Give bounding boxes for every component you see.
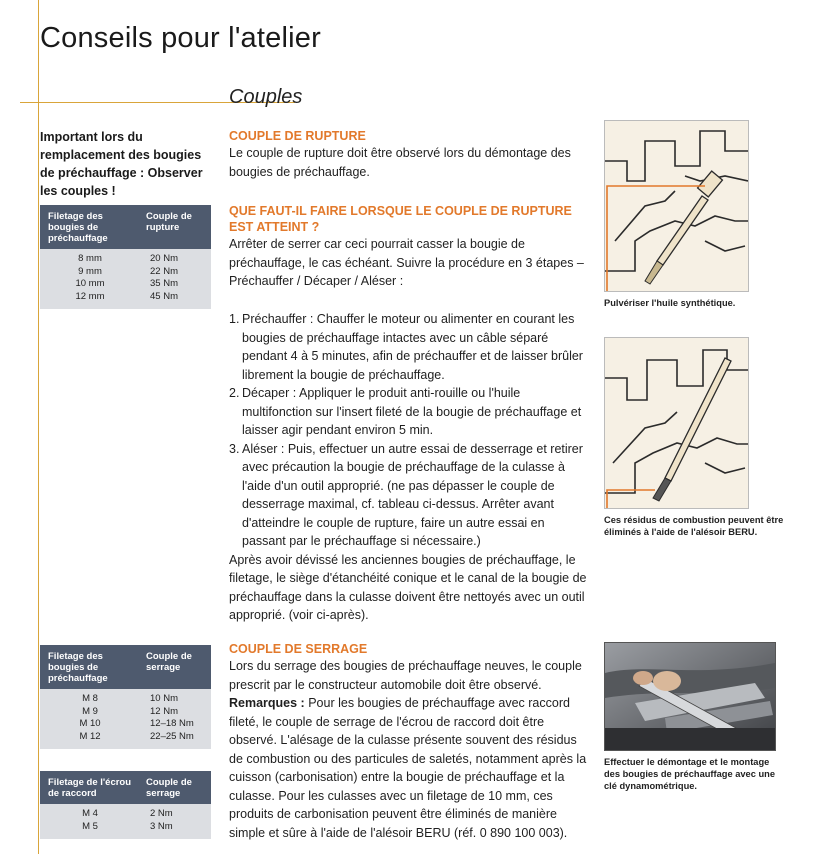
serrage-text: Lors du serrage des bougies de préchauffage neuves, le couple prescrit par le constructeur automobile doit être observé. <box>229 659 582 692</box>
side-note: Important lors du remplacement des bougies de préchauffage : Observer les couples ! <box>40 130 203 198</box>
table-cell: 3 Nm <box>150 820 173 832</box>
table-cell: 8 mm <box>78 253 102 264</box>
step-number: 1. <box>229 312 240 326</box>
table-cell: 20 Nm <box>150 253 178 264</box>
serrage-heading: COUPLE DE SERRAGE <box>229 642 368 656</box>
step-text: Aléser : Puis, effectuer un autre essai de desserrage et retirer avec précaution la bougie de préchauffage de la culasse à l'aide d'un outil approprié. (ne pas dépasser le couple de desserrage maximal, cf. tableau ci-dessus. Arrêter avant d'atteindre le couple de rupture, faire un autre essai en passant par le préchauffage si nécessaire.) <box>242 441 583 548</box>
table-header <box>40 771 211 804</box>
after-steps-text: Après avoir dévissé les anciennes bougies de préchauffage, le filetage, le siège d'étanchéité conique et le canal de la bougie de préchauffage dans la culasse doivent être nettoyés avec un outil approprié. (voir ci-après). <box>229 552 587 622</box>
column-header: Couple de rupture <box>146 211 192 233</box>
list-item <box>229 310 589 384</box>
table-row <box>40 253 211 266</box>
step-number: 3. <box>229 441 240 456</box>
table-row <box>40 278 211 291</box>
table-cell: M 8 <box>82 693 98 704</box>
tightening-torque-table <box>40 645 211 749</box>
figure-caption: Effectuer le démontage et le montage des bougies de préchauffage avec une clé dynamométrique. <box>604 757 776 791</box>
table-cell: 10 Nm <box>150 693 178 704</box>
question-section <box>229 203 589 291</box>
table-cell: M 5 <box>82 820 98 832</box>
nut-torque-table <box>40 771 211 839</box>
rupture-heading: COUPLE DE RUPTURE <box>229 129 366 143</box>
column-header: Filetage des bougies de préchauffage <box>48 211 108 244</box>
table-cell: 9 mm <box>78 265 102 277</box>
table-cell: M 10 <box>79 718 101 729</box>
section-title: Couples <box>229 86 303 108</box>
rupture-section <box>229 128 589 181</box>
glow-plug-diagram-icon <box>604 120 749 292</box>
list-item <box>229 440 589 551</box>
table-cell: 22–25 Nm <box>150 730 194 742</box>
table-header <box>40 205 211 249</box>
remarks-label: Remarques : <box>229 696 305 710</box>
table-row <box>40 731 211 744</box>
figure-caption: Ces résidus de combustion peuvent être éliminés à l'aide de l'alésoir BERU. <box>604 515 784 537</box>
table-row <box>40 808 211 821</box>
rupture-torque-table <box>40 205 211 309</box>
table-row <box>40 706 211 719</box>
table-cell: 12 mm <box>75 290 105 302</box>
table-cell: 22 Nm <box>150 265 178 277</box>
table-cell: 12 Nm <box>150 705 178 717</box>
figure-caption: Pulvériser l'huile synthétique. <box>604 298 736 308</box>
page-title: Conseils pour l'atelier <box>40 22 321 54</box>
torque-wrench-photo-icon <box>604 642 776 751</box>
table-header <box>40 645 211 689</box>
table-row <box>40 693 211 706</box>
column-header: Couple de serrage <box>146 777 192 799</box>
table-cell: M 9 <box>82 705 98 717</box>
question-text: Arrêter de serrer car ceci pourrait casser la bougie de préchauffage, le cas échéant. Suivre la procédure en 3 étapes – Préchauffer / Décaper / Aléser : <box>229 237 584 288</box>
table-cell: M 4 <box>82 808 98 819</box>
table-cell: 12–18 Nm <box>150 718 194 729</box>
serrage-section <box>229 641 589 842</box>
left-margin-rule <box>38 0 39 854</box>
table-row <box>40 821 211 834</box>
reamer-diagram-icon <box>604 337 749 509</box>
column-header: Filetage de l'écrou de raccord <box>48 777 132 799</box>
table-cell: M 12 <box>79 730 101 742</box>
list-item <box>229 384 589 440</box>
table-cell: 45 Nm <box>150 290 178 302</box>
table-row <box>40 266 211 279</box>
table-cell: 10 mm <box>75 278 105 289</box>
column-header: Filetage des bougies de préchauffage <box>48 651 108 684</box>
remarks-paragraph <box>229 694 589 842</box>
table-row <box>40 718 211 731</box>
step-text: Décaper : Appliquer le produit anti-rouille ou l'huile multifonction sur l'insert fileté de la bougie de préchauffage et laisser agir pendant environ 5 min. <box>242 386 582 437</box>
rupture-text: Le couple de rupture doit être observé lors du démontage des bougies de préchauffage. <box>229 146 571 179</box>
remarks-text: Pour les bougies de préchauffage avec raccord fileté, le couple de serrage de l'écrou de raccord doit être observé. L'alésage de la culasse présente souvent des résidus de combustion ou des particules de saletés, notamment après la cuisson (carbonisation) entre la bougie de préchauffage et la culasse. Pour les culasses avec un filetage de 10 mm, ces produits de carbonisation peuvent être éliminés de manière simple et sûre à l'aide de l'alésoir BERU (réf. 0 890 100 003). <box>229 696 587 840</box>
steps-list <box>229 310 589 551</box>
question-heading: QUE FAUT-IL FAIRE LORSQUE LE COUPLE DE RUPTURE EST ATTEINT ? <box>229 204 572 234</box>
step-number: 2. <box>229 386 240 400</box>
column-header: Couple de serrage <box>146 651 192 673</box>
steps-section <box>229 310 589 625</box>
step-text: Préchauffer : Chauffer le moteur ou alimenter en courant les bougies de préchauffage intactes avec un câble séparé pendant 4 à 5 minutes, afin de préchauffer et de laisser brûler librement la bougie de préchauffage. <box>242 312 583 382</box>
table-row <box>40 291 211 304</box>
table-cell: 35 Nm <box>150 278 178 289</box>
table-cell: 2 Nm <box>150 808 173 819</box>
